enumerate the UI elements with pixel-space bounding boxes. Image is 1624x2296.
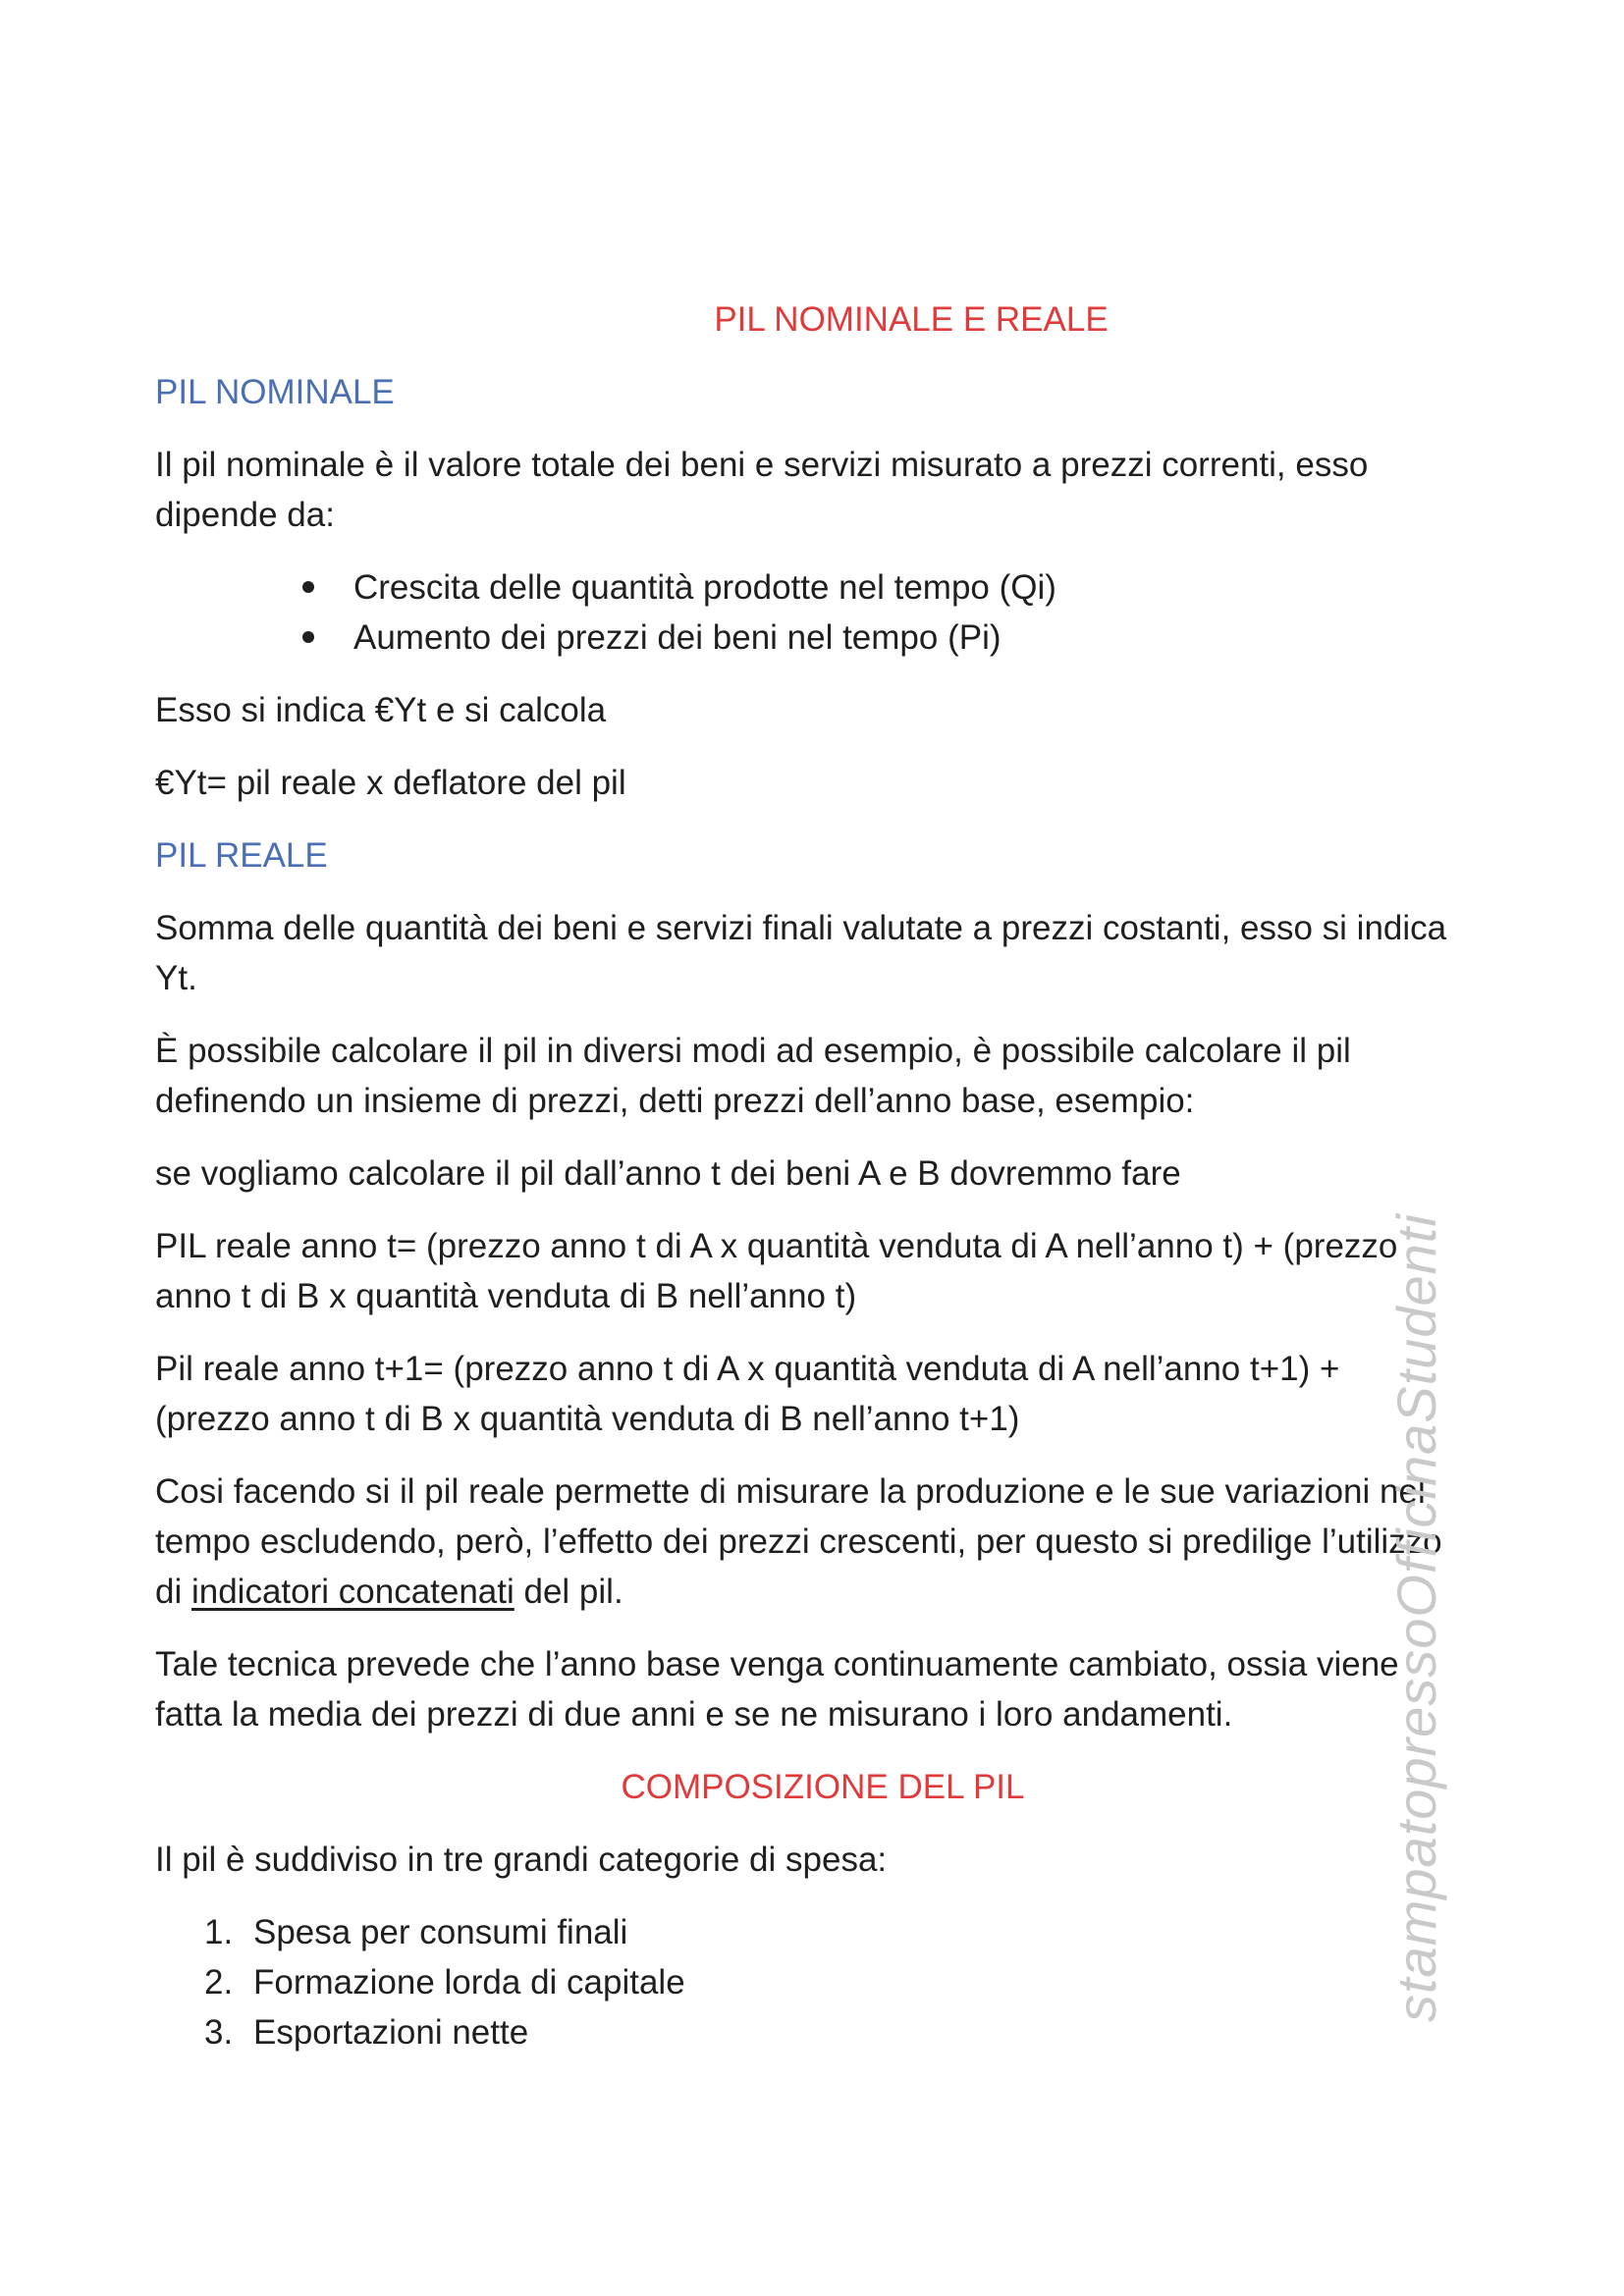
list-item-label: Esportazioni nette xyxy=(253,2013,529,2052)
text-line: anno t di B x quantità venduta di B nell’anno t) xyxy=(155,1277,857,1315)
text-line: È possibile calcolare il pil in diversi modi ad esempio, è possibile calcolare il pil xyxy=(155,1032,1351,1070)
list-item-label: Crescita delle quantità prodotte nel tempo (Qi) xyxy=(353,568,1056,607)
list-item xyxy=(204,2007,1490,2057)
paragraph-chained-indicators xyxy=(155,1467,1490,1617)
list-item-label: Formazione lorda di capitale xyxy=(253,1963,685,2002)
page-title: PIL NOMINALE E REALE xyxy=(714,300,1109,339)
list-item xyxy=(204,1957,1490,2007)
bullet-list-nominale xyxy=(155,562,1490,663)
text-line: tempo escludendo, però, l’effetto dei prezzi crescenti, per questo si predilige l’utilizzo xyxy=(155,1522,1442,1561)
text-fragment: di xyxy=(155,1573,191,1611)
paragraph-formula-year-t xyxy=(155,1221,1490,1321)
paragraph-example-intro: se vogliamo calcolare il pil dall’anno t dei beni A e B dovremmo fare xyxy=(155,1154,1181,1193)
text-line: Pil reale anno t+1= (prezzo anno t di A x quantità venduta di A nell’anno t+1) + xyxy=(155,1350,1340,1388)
list-number: 3. xyxy=(204,2013,234,2052)
text-line: definendo un insieme di prezzi, detti prezzi dell’anno base, esempio: xyxy=(155,1082,1195,1120)
bullet-icon xyxy=(302,631,314,643)
list-item xyxy=(302,562,1490,613)
paragraph-technique xyxy=(155,1639,1490,1739)
paragraph-indicator: Esso si indica €Yt e si calcola xyxy=(155,691,607,729)
text-fragment: del pil. xyxy=(514,1573,623,1611)
section-heading-pil-reale: PIL REALE xyxy=(155,836,328,875)
document-body xyxy=(155,294,1490,2057)
text-line: dipende da: xyxy=(155,496,335,534)
paragraph-formula: €Yt= pil reale x deflatore del pil xyxy=(155,764,626,802)
section-heading-pil-nominale: PIL NOMINALE xyxy=(155,373,395,411)
text-line: Somma delle quantità dei beni e servizi finali valutate a prezzi costanti, esso si indica xyxy=(155,909,1447,947)
paragraph-calc-methods xyxy=(155,1026,1490,1126)
paragraph-nominale-intro xyxy=(155,440,1490,540)
text-line: fatta la media dei prezzi di due anni e se ne misurano i loro andamenti. xyxy=(155,1695,1233,1734)
text-line: (prezzo anno t di B x quantità venduta di B nell’anno t+1) xyxy=(155,1400,1020,1438)
watermark: stampatopressoOfficinaStudenti xyxy=(1385,1213,1447,2022)
list-number: 1. xyxy=(204,1913,234,1951)
paragraph-composition-intro: Il pil è suddiviso in tre grandi categorie di spesa: xyxy=(155,1841,888,1879)
text-line: Il pil nominale è il valore totale dei beni e servizi misurato a prezzi correnti, esso xyxy=(155,446,1369,484)
text-line: Tale tecnica prevede che l’anno base venga continuamente cambiato, ossia viene xyxy=(155,1645,1399,1683)
bullet-icon xyxy=(302,581,314,593)
paragraph-reale-definition xyxy=(155,903,1490,1003)
list-item xyxy=(204,1907,1490,1957)
list-item-label: Aumento dei prezzi dei beni nel tempo (Pi) xyxy=(353,618,1001,657)
list-item xyxy=(302,613,1490,663)
list-number: 2. xyxy=(204,1963,234,2002)
text-line: PIL reale anno t= (prezzo anno t di A x quantità venduta di A nell’anno t) + (prezzo xyxy=(155,1227,1398,1265)
text-line: Cosi facendo si il pil reale permette di misurare la produzione e le sue variazioni nel xyxy=(155,1472,1426,1511)
numbered-list-composition xyxy=(155,1907,1490,2057)
list-item-label: Spesa per consumi finali xyxy=(253,1913,628,1951)
section-heading-composizione: COMPOSIZIONE DEL PIL xyxy=(621,1768,1025,1806)
underlined-term: indicatori concatenati xyxy=(190,1573,514,1611)
text-line: Yt. xyxy=(155,959,197,997)
paragraph-formula-year-t1 xyxy=(155,1344,1490,1444)
